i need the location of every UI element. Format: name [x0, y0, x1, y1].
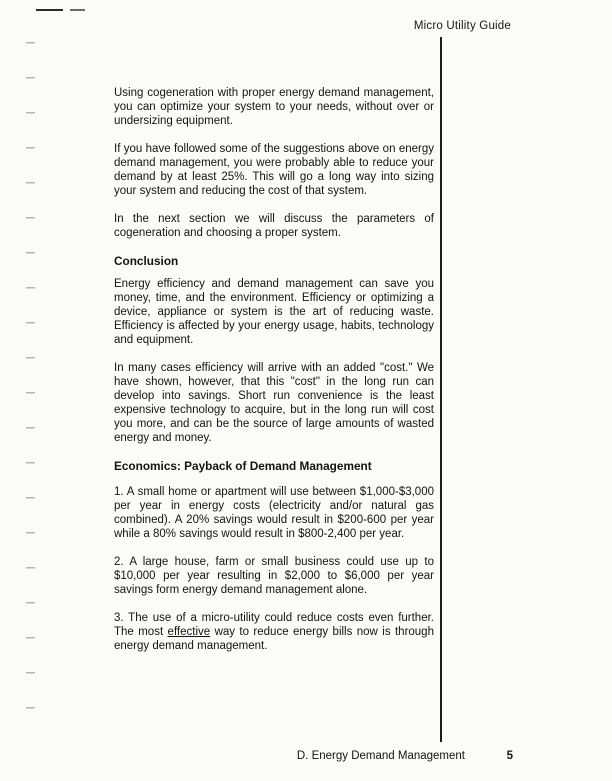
list-item-large-house: 2. A large house, farm or small business could use up to $10,000 per year resulting in $2,000 to $6,000 per year savings form energy demand management alone. — [114, 556, 434, 596]
page-content — [114, 86, 434, 667]
footer-page-number: 5 — [506, 750, 513, 762]
micro-utility-text-before: 3. The use of a micro-utility could reduce costs even further. The most — [114, 612, 434, 638]
paragraph-cogeneration: Using cogeneration with proper energy demand management, you can optimize your system to your needs, without over or undersizing equipment. — [114, 87, 434, 127]
heading-conclusion: Conclusion — [114, 254, 179, 268]
paragraph-cost: In many cases efficiency will arrive with an added "cost." We have shown, however, that this "cost" in the long run can develop into savings. Short run convenience is the least expensive technology to acquire, but in the long run will cost you more, and can be the source of large amounts of wasted energy and money. — [114, 362, 434, 444]
page-header — [414, 20, 511, 32]
scan-artifact-topline-2 — [70, 9, 85, 11]
scan-artifact-topline — [36, 9, 63, 11]
margin-scan-artifacts — [26, 42, 35, 718]
list-item-micro-utility — [114, 611, 434, 653]
footer-section-label: D. Energy Demand Management — [296, 750, 465, 762]
micro-utility-text-after: way to reduce energy bills now is through energy demand management. — [114, 626, 434, 652]
paragraph-efficiency: Energy efficiency and demand management can save you money, time, and the environment. Efficiency or optimizing a device, appliance or system is the art of reducing waste. Efficiency is affected by your energy usage, habits, technology and equipment. — [114, 278, 434, 346]
underlined-word-effective: effective — [167, 626, 211, 638]
paragraph-suggestions: If you have followed some of the suggestions above on energy demand management, you were probably able to reduce your demand by at least 25%. This will go a long way into sizing your system and reducing the cost of that system. — [114, 143, 434, 197]
vertical-rule — [440, 37, 442, 742]
document-title: Micro Utility Guide — [413, 20, 511, 32]
list-item-small-home: 1. A small home or apartment will use between $1,000-$3,000 per year in energy costs (electricity and/or natural gas combined). A 20% savings would result in $200-600 per year while a 80% savings would result in $800-2,400 per year. — [114, 486, 434, 540]
paragraph-next-section: In the next section we will discuss the parameters of cogeneration and choosing a proper system. — [114, 213, 434, 239]
heading-economics: Economics: Payback of Demand Management — [114, 459, 372, 473]
page-footer — [0, 750, 612, 766]
